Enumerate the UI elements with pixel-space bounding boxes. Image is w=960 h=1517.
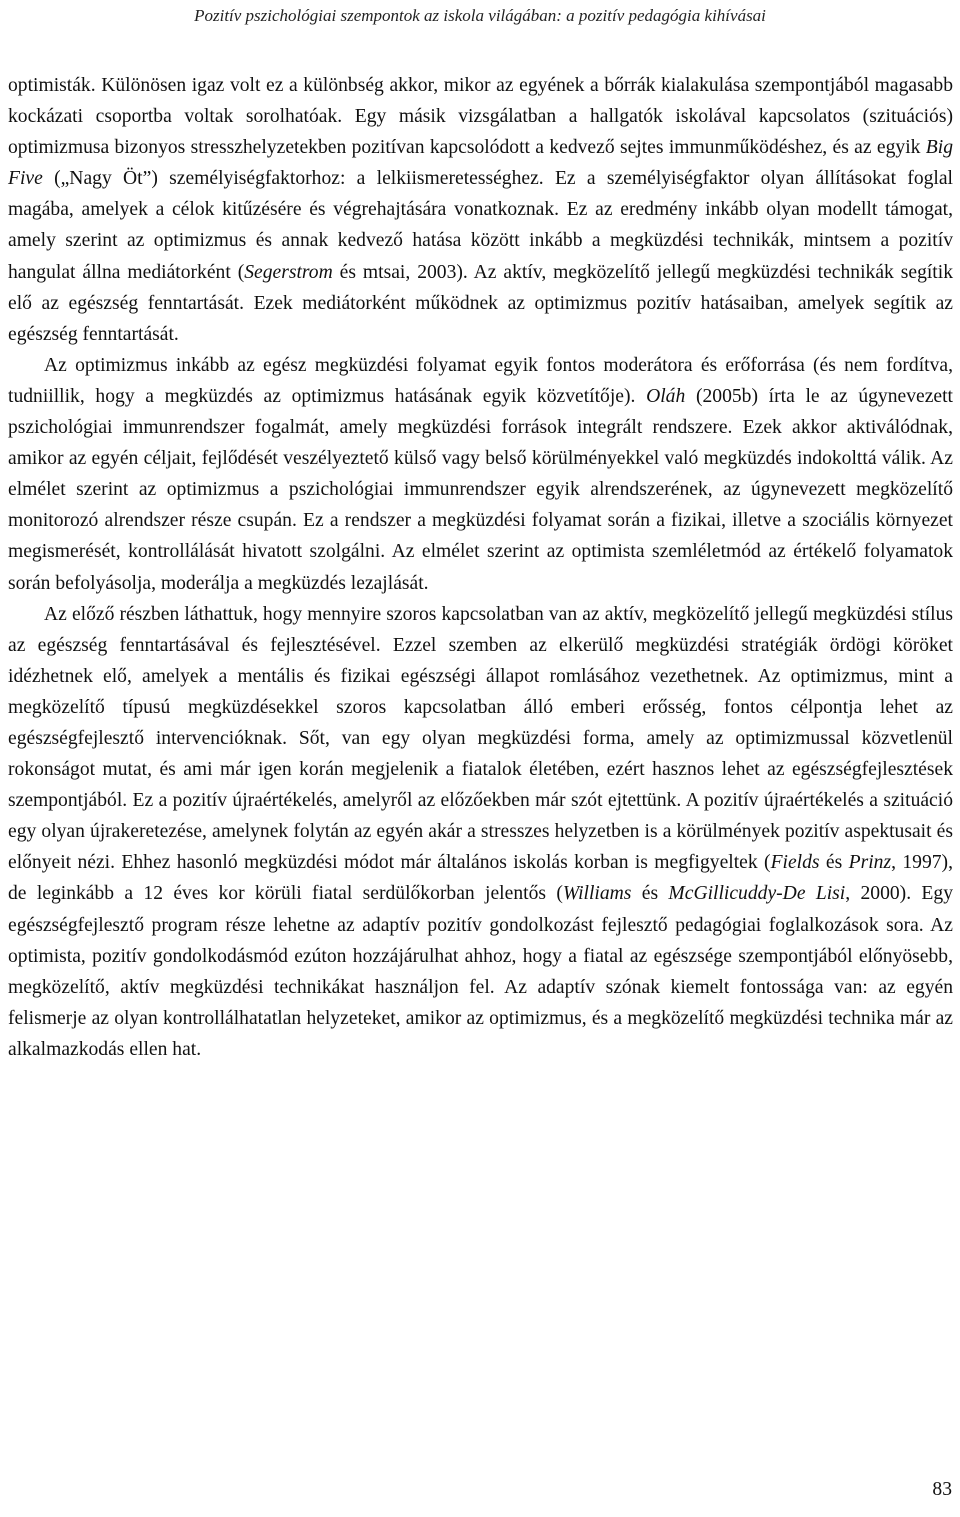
body-text [8,70,953,1065]
italic-citation: McGillicuddy-De Lisi [668,883,846,905]
italic-citation: Prinz [848,852,892,874]
italic-citation: Oláh [646,385,686,407]
paragraph [8,70,953,350]
text-run: Az optimizmus inkább az egész megküzdési folyamat egyik fontos moderátora és erőforrása (és nem fordítva, tudniillik, hogy a megküzdés az optimizmus hatásának egyik közvetítője). [8,354,953,407]
text-run: és mtsai, 2003). Az aktív, megközelítő jellegű megküzdési technikák segítik elő az egészség fenntartását. Ezek mediátorként működnek az optimizmus pozitív hatásaiban, amelyek segítik az egészség fenntartását. [8,261,953,345]
page-number: 83 [932,1479,952,1500]
text-run: („Nagy Öt”) személyiségfaktorhoz: a lelkiismeretességhez. Ez a személyiségfaktor olyan állításokat foglal magába, amelyek a célok kitűzésére és végrehajtására vonatkoznak. Ez az eredmény inkább olyan modellt támogat, amely szerint az optimizmus és annak kedvező hatása között inkább a megküzdési technikák, mintsem a pozitív hangulat állna mediátorként ( [8,168,953,283]
text-run: Az előző részben láthattuk, hogy mennyire szoros kapcsolatban van az aktív, megközelítő jellegű megküzdési stílus az egészség fenntartásával és fejlesztésével. Ezzel szemben az elkerülő megküzdési stratégiák ördögi köröket idézhetnek elő, amelyek a mentális és fizikai egészségi állapot romlásához vezethetnek. Az optimizmus, mint a megközelítő típusú megküzdésekkel szoros kapcsolatban álló emberi erősség, fontos célpontja lehet az egészségfejlesztő intervencióknak. Sőt, van egy olyan megküzdési forma, amely az optimizmussal közvetlenül rokonságot mutat, és ami már igen korán megjelenik a fiatalok életében, ezért hasznos lehet az egészségfejlesztések szempontjából. Ez a pozitív újraértékelés, amelyről az előzőekben már szót ejtettünk. A pozitív újraértékelés a szituáció egy olyan újrakeretezése, amelynek folytán az egyén akár a stresszes helyzetben is a körülmények pozitív aspektusait és előnyeit nézi. Ehhez hasonló megküzdési módot már általános iskolás korban is megfigyeltek ( [8,603,953,874]
running-head: Pozitív pszichológiai szempontok az iskola világában: a pozitív pedagógia kihívásai [194,6,766,25]
italic-citation: Big Five [8,137,953,190]
text-run: és [819,852,849,874]
text-run: (2005b) írta le az úgynevezett pszichológiai immunrendszer fogalmát, amely megküzdési források integrált rendszere. Ezek akkor aktiválódnak, amikor az egyén céljait, fejlődését veszélyeztető külső vagy belső körülményekkel való megküzdés indokolttá válik. Az elmélet szerint az optimizmus a pszichológiai immunrendszer egyik alrendszerének, az úgynevezett megközelítő monitorozó alrendszer része csupán. Ez a rendszer a megküzdési folyamat során a fizikai, illetve a szociális környezet megismerését, kontrollálását hivatott szolgálni. Az elmélet szerint az optimista szemléletmód az értékelő folyamatok során befolyásolja, moderálja a megküzdés lezajlását. [8,385,953,594]
paragraph [8,350,953,599]
italic-citation: Williams [562,883,632,905]
text-run: , 1997), de leginkább a 12 éves kor körüli fiatal serdülőkorban jelentős ( [8,852,953,905]
text-run: , 2000). Egy egészségfejlesztő program része lehetne az adaptív pozitív gondolkozást fejlesztő pedagógiai foglalkozások sora. Az optimista, pozitív gondolkodásmód ezúton hozzájárulhat ahhoz, hogy a fiatal az egészsége szempontjából előnyösebb, megközelítő, aktív megküzdési technikákat használjon fel. Az adaptív szónak kiemelt fontossága van: az egyén felismerje az olyan kontrollálhatatlan helyzeteket, amikor az optimizmus, és a megközelítő megküzdési technika már az alkalmazkodás ellen hat. [8,883,953,1060]
text-run: és [631,883,669,905]
italic-citation: Segerstrom [244,261,333,283]
paragraph [8,599,953,1065]
italic-citation: Fields [770,852,820,874]
text-run: optimisták. Különösen igaz volt ez a különbség akkor, mikor az egyének a bőrrák kialakulása szempontjából magasabb kockázati csoportba voltak sorolhatóak. Egy másik vizsgálatban a hallgatók iskolával kapcsolatos (szituációs) optimizmusa bizonyos stresszhelyzetekben pozitívan kapcsolódott a kedvező sejtes immunműködéshez, és az egyik [8,75,953,159]
